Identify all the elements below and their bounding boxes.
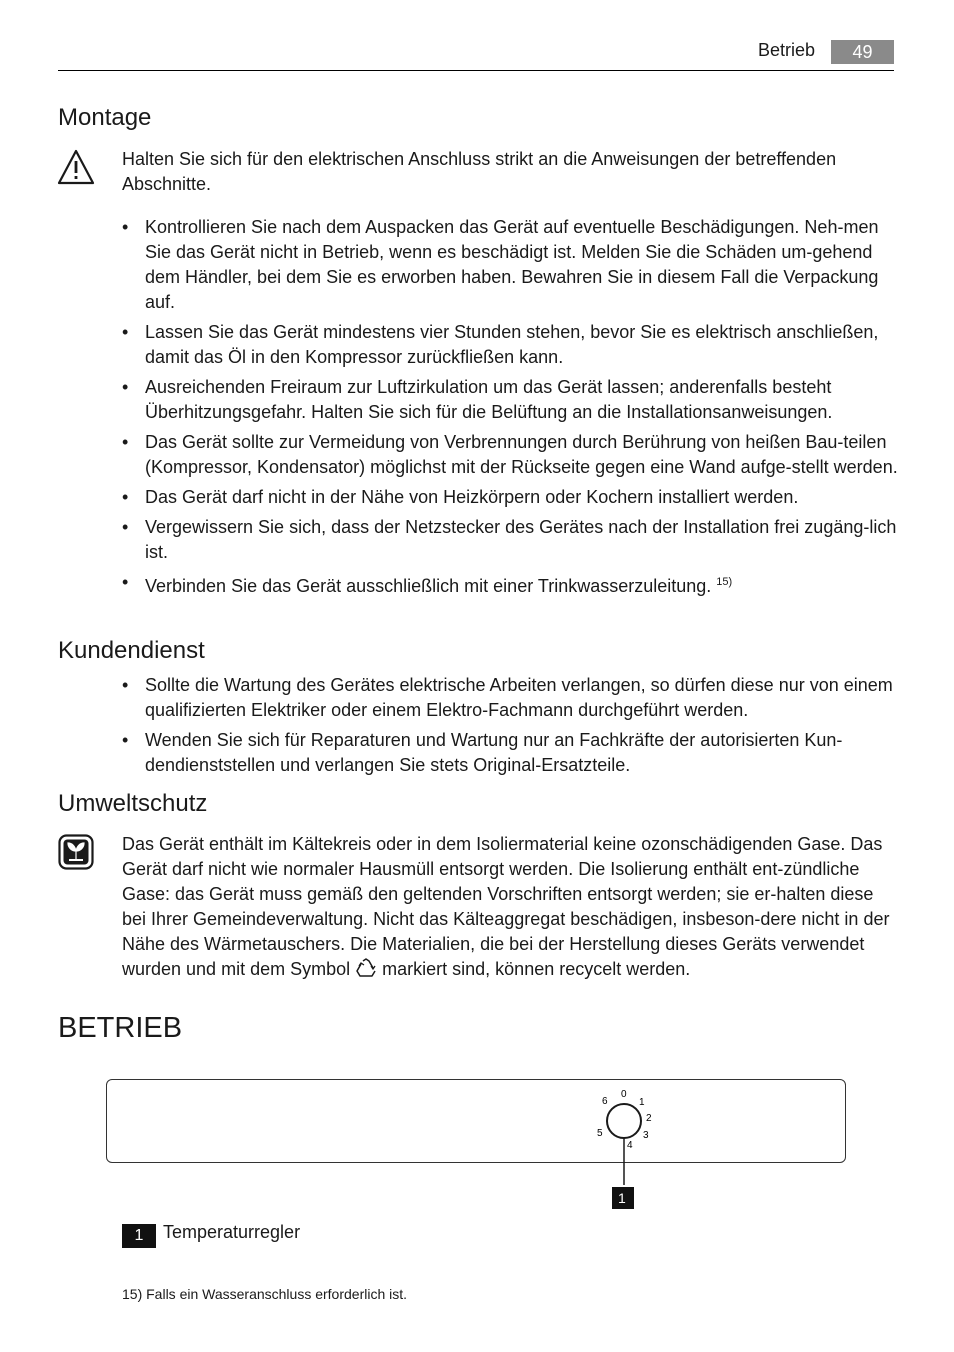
list-item: • Lassen Sie das Gerät mindestens vier Stunden stehen, bevor Sie es elektrisch anschließen, damit das Öl in den Kompressor zurückfließen kann. xyxy=(122,320,898,370)
footnote-reference: 15) xyxy=(716,576,733,588)
legend-label: Temperaturregler xyxy=(163,1222,301,1242)
control-panel-illustration xyxy=(106,1079,846,1163)
environment-icon xyxy=(58,834,94,870)
legend-number: 1 xyxy=(122,1224,156,1248)
temperature-dial xyxy=(607,1104,641,1138)
dial-number: 4 xyxy=(627,1140,633,1151)
section-heading-montage: Montage xyxy=(58,104,152,131)
list-item: • Vergewissern Sie sich, dass der Netzstecker des Gerätes nach der Installation frei zugäng-lich ist. xyxy=(122,515,898,565)
montage-list xyxy=(122,215,898,604)
environment-text-main: Das Gerät enthält im Kältekreis oder in dem Isoliermaterial keine ozonschädigenden Gase. Das Gerät darf nicht wie normaler Hausmüll entsorgt werden. Die Isolierung enthält ent-zündliche Gase: das Gerät muss gemäß den geltenden Vorschriften entsorgt werden; sie er-halten diese bei Ihrer Gemeindeverwaltung. Nicht das Kälteaggregat beschädigen, insbeson-dere nicht in der Nähe des Wärmetauschers. Die Materialien, die bei der Herstellung dieses Geräts verwendet wurden und mit dem Symbol xyxy=(122,834,890,979)
dial-number: 6 xyxy=(602,1096,608,1107)
page-number: 49 xyxy=(831,40,894,64)
list-item xyxy=(122,570,898,599)
dial-number: 0 xyxy=(621,1089,627,1100)
dial-number: 1 xyxy=(639,1097,645,1108)
list-item: • Das Gerät darf nicht in der Nähe von Heizkörpern oder Kochern installiert werden. xyxy=(122,485,898,510)
list-item: • Wenden Sie sich für Reparaturen und Wartung nur an Fachkräfte der autorisierten Kun-dendienststellen und verlangen Sie stets Original-Ersatzteile. xyxy=(122,728,898,778)
section-heading-umweltschutz: Umweltschutz xyxy=(58,790,208,817)
warning-text: Halten Sie sich für den elektrischen Anschluss strikt an die Anweisungen der betreffenden Abschnitte. xyxy=(122,149,837,194)
running-header-section: Betrieb xyxy=(758,40,816,60)
footnote: 15) Falls ein Wasseranschluss erforderlich ist. xyxy=(122,1286,408,1302)
list-item: • Das Gerät sollte zur Vermeidung von Verbrennungen durch Berührung von heißen Bau-teilen (Kompressor, Kondensator) möglichst mit der Rückseite gegen eine Wand aufge-stellt werden. xyxy=(122,430,898,480)
header-divider xyxy=(58,70,894,71)
callout-number: 1 xyxy=(618,1190,626,1206)
list-item: • Kontrollieren Sie nach dem Auspacken das Gerät auf eventuelle Beschädigungen. Neh-men Sie das Gerät nicht in Betrieb, wenn es beschädigt ist. Melden Sie die Schäden um-gehend dem Händler, bei dem Sie es erworben haben. Bewahren Sie in diesem Fall die Verpackung auf. xyxy=(122,215,898,315)
environment-text xyxy=(122,832,898,982)
list-item: • Ausreichenden Freiraum zur Luftzirkulation um das Gerät lassen; anderenfalls besteht Überhitzungsgefahr. Halten Sie sich für die Belüftung an die Installationsanweisungen. xyxy=(122,375,898,425)
recycle-icon xyxy=(355,958,377,978)
chapter-heading-betrieb: BETRIEB xyxy=(58,1012,183,1044)
dial-number: 5 xyxy=(597,1128,603,1139)
environment-text-end: markiert sind, können recycelt werden. xyxy=(382,959,691,979)
list-item-text: Verbinden Sie das Gerät ausschließlich mit einer Trinkwasserzuleitung. xyxy=(145,576,712,596)
dial-number: 2 xyxy=(646,1113,652,1124)
thermostat-dial-diagram xyxy=(590,1084,660,1210)
list-item: • Sollte die Wartung des Gerätes elektrische Arbeiten verlangen, so dürfen diese nur von einem qualifizierten Elektriker oder einem Elektro-Fachmann durchgeführt werden. xyxy=(122,673,898,723)
kundendienst-list xyxy=(122,673,898,783)
warning-icon xyxy=(57,149,95,185)
section-heading-kundendienst: Kundendienst xyxy=(58,637,205,664)
dial-number: 3 xyxy=(643,1130,649,1141)
